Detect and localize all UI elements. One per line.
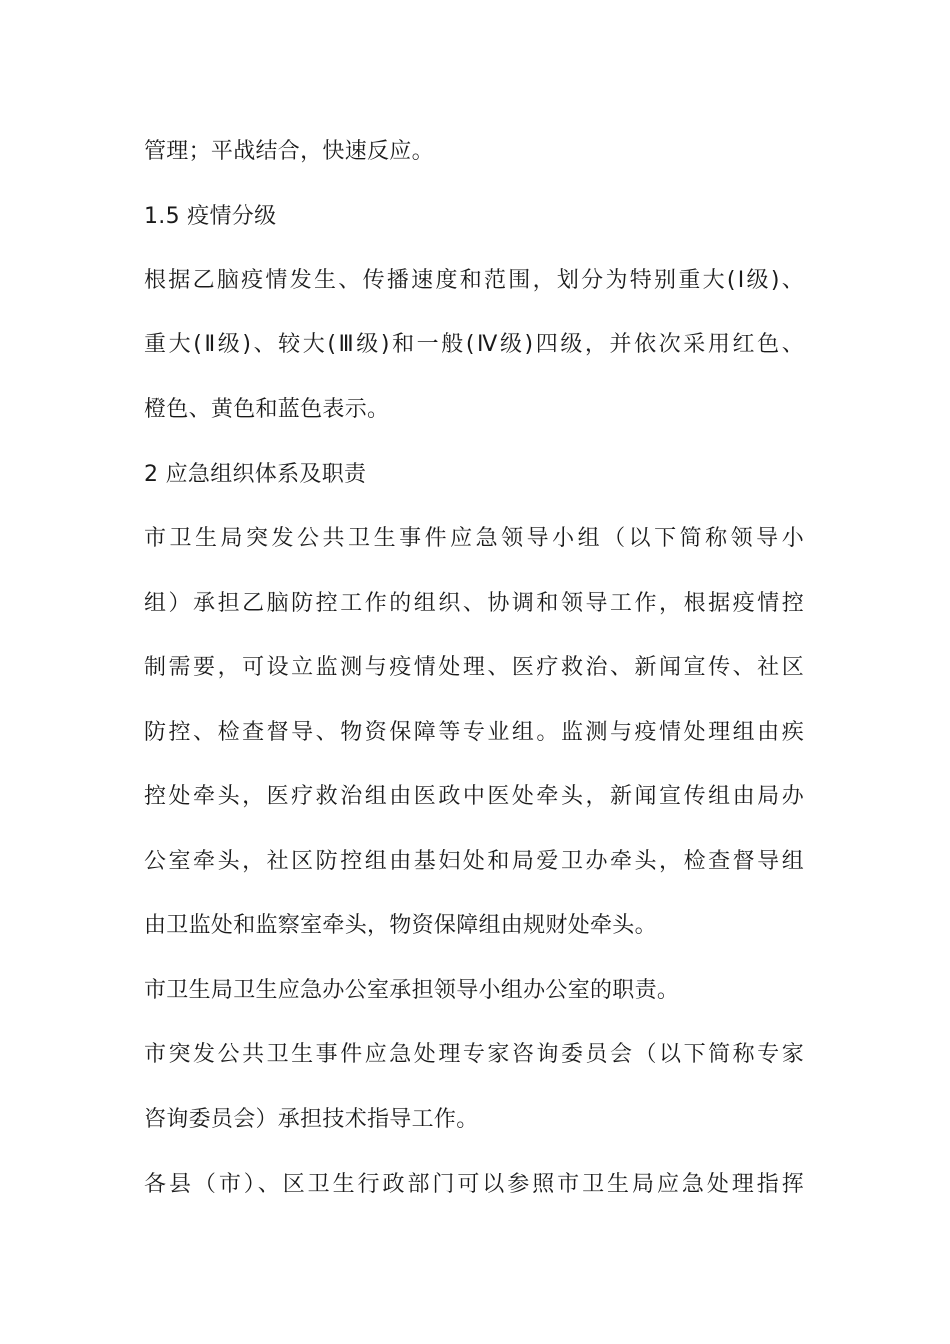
paragraph-line: 咨询委员会）承担技术指导工作。 xyxy=(144,1107,479,1132)
paragraph-line: 市卫生局突发公共卫生事件应急领导小组（以下简称领导小 xyxy=(144,526,804,551)
paragraph-line: 由卫监处和监察室牵头，物资保障组由规财处牵头。 xyxy=(144,913,657,938)
section-heading-1-5: 1.5 疫情分级 xyxy=(144,204,277,229)
paragraph-line: 公室牵头，社区防控组由基妇处和局爱卫办牵头，检查督导组 xyxy=(144,849,804,874)
paragraph-line: 各县（市）、区卫生行政部门可以参照市卫生局应急处理指挥 xyxy=(144,1172,804,1197)
paragraph-line: 防控、检查督导、物资保障等专业组。监测与疫情处理组由疾 xyxy=(144,720,804,745)
paragraph-line: 市卫生局卫生应急办公室承担领导小组办公室的职责。 xyxy=(144,978,680,1003)
paragraph-line: 制需要，可设立监测与疫情处理、医疗救治、新闻宣传、社区 xyxy=(144,655,804,680)
paragraph-line: 组）承担乙脑防控工作的组织、协调和领导工作，根据疫情控 xyxy=(144,591,804,616)
paragraph-line: 控处牵头，医疗救治组由医政中医处牵头，新闻宣传组由局办 xyxy=(144,784,804,809)
section-heading-2: 2 应急组织体系及职责 xyxy=(144,462,367,487)
paragraph-line: 根据乙脑疫情发生、传播速度和范围，划分为特别重大(Ⅰ级)、 xyxy=(144,268,804,293)
paragraph-line: 管理；平战结合，快速反应。 xyxy=(144,139,434,164)
paragraph-line: 重大(Ⅱ级)、较大(Ⅲ级)和一般(Ⅳ级)四级，并依次采用红色、 xyxy=(144,332,804,357)
paragraph-line: 市突发公共卫生事件应急处理专家咨询委员会（以下简称专家 xyxy=(144,1042,804,1067)
paragraph-line: 橙色、黄色和蓝色表示。 xyxy=(144,397,390,422)
